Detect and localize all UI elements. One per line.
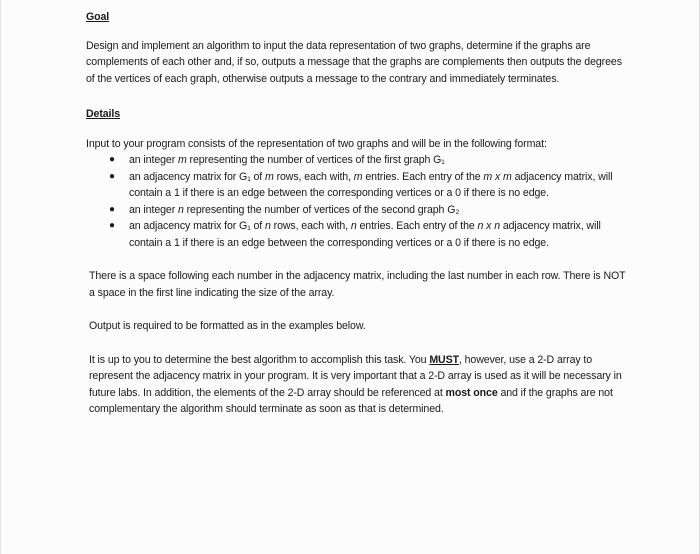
document-content (86, 8, 626, 418)
most-once-emphasis: most once (445, 386, 498, 399)
list-item: ● an adjacency matrix for G₁ of n rows, each with, n entries. Each entry of the n x n adjacency matrix, will contain a 1 if there is an edge between the corresponding vertices or a 0 if there is no edge. (109, 220, 601, 249)
list-item: ● an adjacency matrix for G₁ of m rows, each with, m entries. Each entry of the m x m adjacency matrix, will contain a 1 if there is an edge between the corresponding vertices or a 0 if there is no edge. (109, 170, 613, 199)
bullet-icon: ● (109, 203, 115, 215)
space-note-paragraph: There is a space following each number in the adjacency matrix, including the last number in each row. There is NOT a space in the first line indicating the size of the array. (89, 270, 626, 299)
list-item: ● an integer m representing the number of vertices of the first graph G₁ (129, 152, 626, 169)
input-format-list (86, 152, 626, 251)
goal-heading: Goal (86, 11, 110, 23)
requirements-paragraph: It is up to you to determine the best algorithm to accomplish this task. You MUST, however, use a 2-D array to represent the adjacency matrix in your program. It is very important that a 2-D array is used as it will be necessary in future labs. In addition, the elements of the 2-D array should be referenced at most once and if the graphs are not complementary the algorithm should terminate as soon as that is determined. (89, 353, 622, 415)
goal-paragraph: Design and implement an algorithm to input the data representation of two graphs, determine if the graphs are complements of each other and, if so, outputs a message that the graphs are complements then outputs the degrees of the vertices of each graph, otherwise outputs a message to the contrary and immediately terminates. (86, 39, 622, 85)
bullet-icon: ● (109, 220, 115, 231)
input-intro-paragraph: Input to your program consists of the representation of two graphs and will be in the following format: (86, 137, 547, 150)
bullet-icon: ● (109, 170, 115, 182)
output-note-paragraph: Output is required to be formatted as in the examples below. (89, 320, 366, 332)
details-heading: Details (86, 108, 121, 120)
bullet-icon: ● (109, 154, 115, 165)
must-emphasis: MUST (429, 353, 459, 366)
list-item: ● an integer n representing the number of vertices of the second graph G₂ (129, 202, 626, 219)
